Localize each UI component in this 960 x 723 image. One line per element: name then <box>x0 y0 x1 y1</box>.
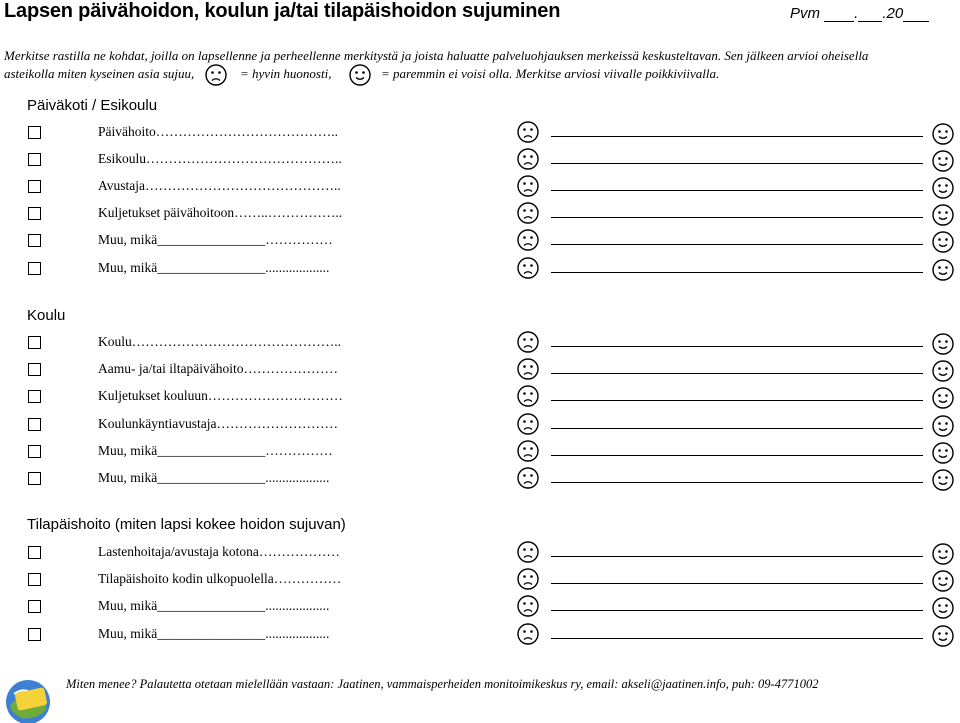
row-checkbox[interactable] <box>28 418 41 431</box>
rating-line[interactable] <box>551 583 923 584</box>
happy-face-icon <box>932 442 954 464</box>
happy-face-icon <box>932 625 954 647</box>
row-checkbox[interactable] <box>28 390 41 403</box>
sad-face-icon <box>517 440 539 462</box>
row-label: Avustaja…………………………………….. <box>98 178 341 193</box>
instructions-line-2b: = hyvin huonosti, <box>240 66 332 81</box>
rating-line[interactable] <box>551 482 923 483</box>
sad-face-icon <box>517 175 539 197</box>
sad-face-icon <box>517 148 539 170</box>
row-label: Muu, mikä________________................... <box>98 598 330 613</box>
sad-face-icon <box>517 385 539 407</box>
rating-line[interactable] <box>551 346 923 347</box>
rating-line[interactable] <box>551 163 923 164</box>
row-label: Muu, mikä________________................... <box>98 470 330 485</box>
rating-line[interactable] <box>551 272 923 273</box>
sad-face-icon <box>517 358 539 380</box>
row-checkbox[interactable] <box>28 472 41 485</box>
section-title: Päiväkoti / Esikoulu <box>27 97 158 114</box>
happy-face-icon <box>932 123 954 145</box>
happy-face-icon <box>932 570 954 592</box>
happy-face-icon <box>932 333 954 355</box>
sad-face-icon <box>517 541 539 563</box>
rating-line[interactable] <box>551 190 923 191</box>
row-label: Koulu……………………………………….. <box>98 334 341 349</box>
row-label: Muu, mikä________________…………… <box>98 443 333 458</box>
happy-face-icon <box>932 387 954 409</box>
instructions-line-2a: asteikolla miten kyseinen asia sujuu, <box>4 66 195 81</box>
happy-face-icon <box>932 259 954 281</box>
date-field[interactable]: Pvm . .20 <box>790 5 929 22</box>
sad-face-icon <box>517 202 539 224</box>
section-title: Tilapäishoito (miten lapsi kokee hoidon sujuvan) <box>27 516 346 533</box>
rating-line[interactable] <box>551 217 923 218</box>
row-label: Esikoulu…………………………………….. <box>98 151 342 166</box>
happy-face-icon <box>932 150 954 172</box>
sad-face-icon <box>517 257 539 279</box>
sad-face-icon <box>517 467 539 489</box>
happy-face-icon <box>932 415 954 437</box>
row-checkbox[interactable] <box>28 600 41 613</box>
row-checkbox[interactable] <box>28 445 41 458</box>
rating-line[interactable] <box>551 373 923 374</box>
sad-face-icon <box>517 568 539 590</box>
row-label: Muu, mikä________________................... <box>98 260 330 275</box>
sad-face-icon <box>205 64 227 86</box>
row-label: Tilapäishoito kodin ulkopuolella…………… <box>98 571 342 586</box>
page-title: Lapsen päivähoidon, koulun ja/tai tilapäishoidon sujuminen <box>4 0 561 22</box>
row-checkbox[interactable] <box>28 363 41 376</box>
row-checkbox[interactable] <box>28 126 41 139</box>
sad-face-icon <box>517 595 539 617</box>
happy-face-icon <box>932 204 954 226</box>
happy-face-icon <box>932 469 954 491</box>
row-checkbox[interactable] <box>28 546 41 559</box>
rating-line[interactable] <box>551 428 923 429</box>
happy-face-icon <box>932 177 954 199</box>
rating-line[interactable] <box>551 136 923 137</box>
date-day-blank[interactable] <box>824 7 854 22</box>
date-label: Pvm <box>790 5 820 22</box>
row-checkbox[interactable] <box>28 336 41 349</box>
rating-line[interactable] <box>551 638 923 639</box>
row-checkbox[interactable] <box>28 262 41 275</box>
sad-face-icon <box>517 229 539 251</box>
sad-face-icon <box>517 331 539 353</box>
rating-line[interactable] <box>551 244 923 245</box>
row-checkbox[interactable] <box>28 628 41 641</box>
row-checkbox[interactable] <box>28 180 41 193</box>
row-label: Muu, mikä________________…………… <box>98 232 333 247</box>
row-checkbox[interactable] <box>28 153 41 166</box>
sad-face-icon <box>517 121 539 143</box>
row-label: Lastenhoitaja/avustaja kotona……………… <box>98 544 340 559</box>
row-label: Aamu- ja/tai iltapäivähoito………………… <box>98 361 338 376</box>
row-label: Muu, mikä________________................... <box>98 626 330 641</box>
row-label: Päivähoito………………………………….. <box>98 124 338 139</box>
instructions-line-1: Merkitse rastilla ne kohdat, joilla on lapsellenne ja perheellenne merkitystä ja joista haluatte palveluohjauksen merkeissä keskusteltavan. Sen jälkeen arvioi oheisella <box>4 48 869 63</box>
rating-line[interactable] <box>551 610 923 611</box>
row-checkbox[interactable] <box>28 207 41 220</box>
date-year-blank[interactable] <box>903 7 929 22</box>
instructions-line-2c: = paremmin ei voisi olla. Merkitse arviosi viivalle poikkiviivalla. <box>381 66 720 81</box>
happy-face-icon <box>349 64 371 86</box>
rating-line[interactable] <box>551 455 923 456</box>
rating-line[interactable] <box>551 400 923 401</box>
row-checkbox[interactable] <box>28 573 41 586</box>
happy-face-icon <box>932 360 954 382</box>
row-label: Kuljetukset kouluun………………………… <box>98 388 343 403</box>
row-label: Koulunkäyntiavustaja……………………… <box>98 416 338 431</box>
happy-face-icon <box>932 231 954 253</box>
miten-menee-logo-icon <box>0 676 56 723</box>
rating-line[interactable] <box>551 556 923 557</box>
footer-text: Miten menee? Palautetta otetaan mielellään vastaan: Jaatinen, vammaisperheiden monitoimikeskus ry, email: akseli@jaatinen.info, puh: 09-4771002 <box>66 677 819 691</box>
happy-face-icon <box>932 597 954 619</box>
row-label: Kuljetukset päivähoitoon……..…………….. <box>98 205 343 220</box>
section-title: Koulu <box>27 307 66 324</box>
date-month-blank[interactable] <box>858 7 882 22</box>
happy-face-icon <box>932 543 954 565</box>
sad-face-icon <box>517 413 539 435</box>
sad-face-icon <box>517 623 539 645</box>
row-checkbox[interactable] <box>28 234 41 247</box>
